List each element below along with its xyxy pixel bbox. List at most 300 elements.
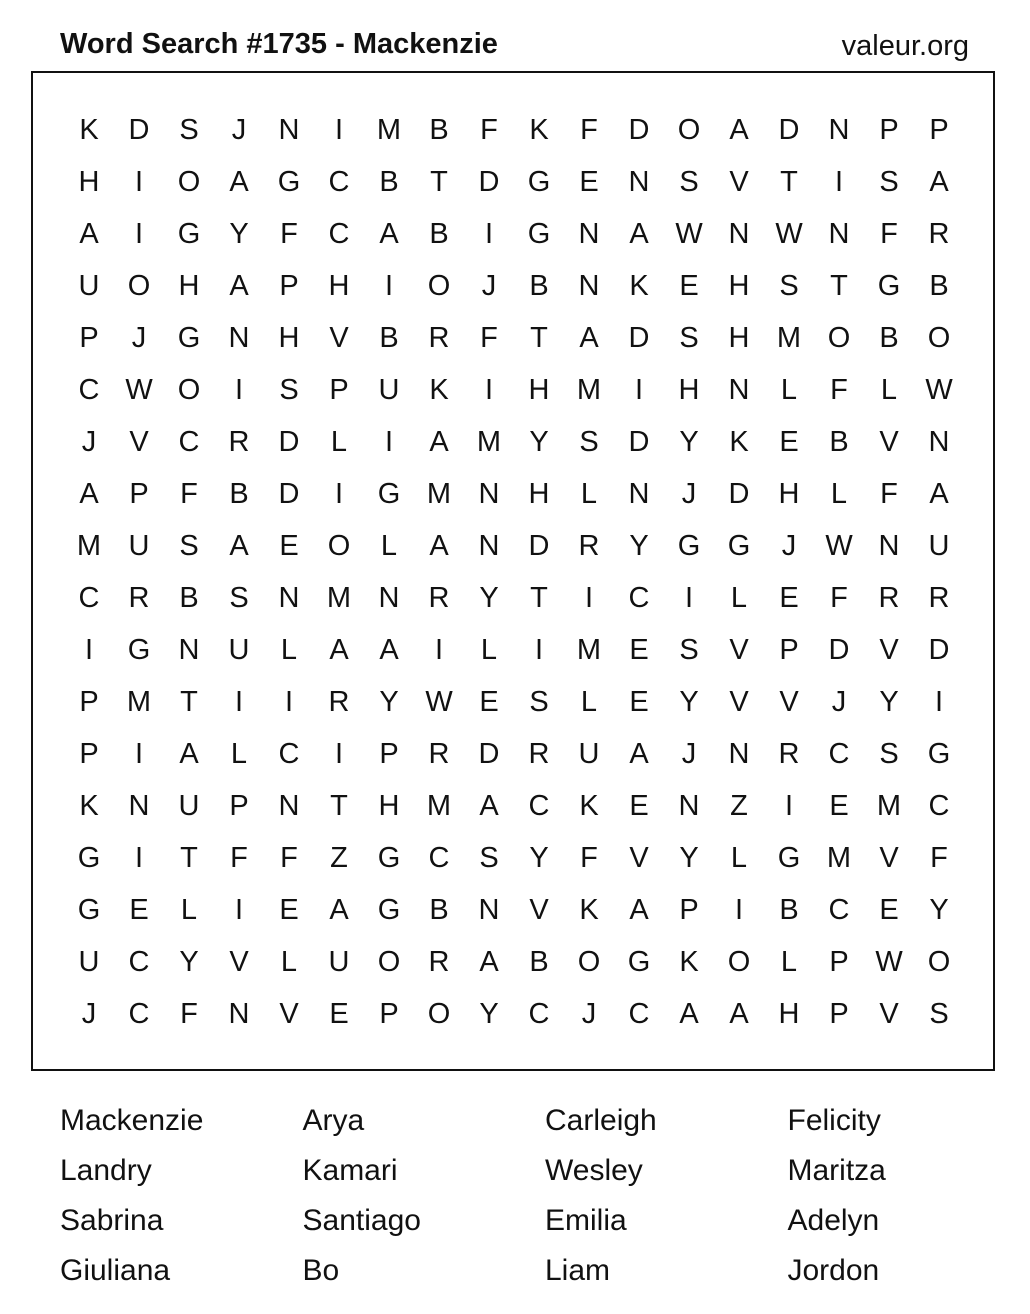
grid-letter: D <box>278 477 300 510</box>
grid-letter: T <box>430 165 448 198</box>
grid-letter: G <box>377 841 401 874</box>
grid-letter: A <box>929 165 949 198</box>
grid-letter: A <box>179 737 199 770</box>
word-list-item: Maritza <box>787 1154 886 1187</box>
grid-letter: B <box>379 165 399 198</box>
word-list-item: Bo <box>302 1254 340 1287</box>
grid-letter: V <box>629 841 649 874</box>
grid-letter: I <box>834 165 844 198</box>
grid-letter: E <box>279 529 299 562</box>
grid-letter: C <box>78 581 100 614</box>
grid-letter: D <box>928 633 950 666</box>
grid-letter: N <box>628 477 650 510</box>
grid-letter: W <box>125 373 153 406</box>
grid-letter: C <box>828 737 850 770</box>
grid-letter: C <box>828 893 850 926</box>
grid-letter: K <box>579 789 599 822</box>
grid-letter: Y <box>929 893 949 926</box>
grid-letter: E <box>629 789 649 822</box>
grid-letter: E <box>129 893 149 926</box>
grid-letter: O <box>827 321 851 354</box>
grid-letter: L <box>780 945 798 978</box>
grid-letter: U <box>128 529 150 562</box>
grid-letter: J <box>831 685 847 718</box>
grid-letter: E <box>479 685 499 718</box>
word-list-item: Sabrina <box>60 1204 164 1237</box>
grid-letter: D <box>278 425 300 458</box>
grid-letter: I <box>234 893 244 926</box>
word-list <box>60 1096 1030 1296</box>
grid-letter: O <box>727 945 751 978</box>
grid-letter: A <box>729 113 749 146</box>
grid-letter: C <box>628 997 650 1030</box>
grid-letter: M <box>426 477 452 510</box>
grid-letter: F <box>180 477 198 510</box>
grid-letter: P <box>829 945 849 978</box>
grid-letter: G <box>177 217 201 250</box>
grid-letter: K <box>79 113 99 146</box>
grid-letter: I <box>534 633 544 666</box>
grid-letter: A <box>479 789 499 822</box>
grid-letter: A <box>679 997 699 1030</box>
grid-letter: K <box>529 113 549 146</box>
grid-letter: N <box>728 373 750 406</box>
grid-letter: L <box>880 373 898 406</box>
grid-letter: A <box>229 165 249 198</box>
grid-letter: A <box>629 737 649 770</box>
grid-letter: W <box>775 217 803 250</box>
grid-letter: P <box>229 789 249 822</box>
grid-letter: C <box>278 737 300 770</box>
grid-letter: A <box>379 633 399 666</box>
grid-letter: S <box>179 113 199 146</box>
grid-letter: O <box>427 269 451 302</box>
grid-letter: I <box>734 893 744 926</box>
grid-letter: N <box>628 165 650 198</box>
grid-letter: E <box>629 633 649 666</box>
grid-letter: G <box>177 321 201 354</box>
grid-letter: N <box>728 737 750 770</box>
grid-letter: R <box>928 581 950 614</box>
grid-letter: U <box>928 529 950 562</box>
grid-letter: M <box>426 789 452 822</box>
grid-letter: V <box>879 841 899 874</box>
grid-letter: L <box>380 529 398 562</box>
grid-letter: S <box>529 685 549 718</box>
grid-letter: A <box>929 477 949 510</box>
grid-letter: D <box>828 633 850 666</box>
puzzle-title: Word Search #1735 - Mackenzie <box>60 28 498 60</box>
grid-letter: T <box>530 581 548 614</box>
grid-letter: R <box>328 685 350 718</box>
grid-letter: V <box>229 945 249 978</box>
grid-letter: J <box>681 477 697 510</box>
word-list-item: Kamari <box>302 1154 398 1187</box>
grid-letter: Y <box>679 425 699 458</box>
grid-letter: O <box>177 165 201 198</box>
grid-letter: I <box>384 269 394 302</box>
word-list-item: Jordon <box>787 1254 880 1287</box>
grid-letter: L <box>730 581 748 614</box>
site-name: valeur.org <box>841 30 969 62</box>
grid-letter: J <box>581 997 597 1030</box>
grid-letter: R <box>778 737 800 770</box>
grid-letter: G <box>927 737 951 770</box>
word-list-item: Adelyn <box>787 1204 880 1237</box>
grid-letter: H <box>378 789 400 822</box>
grid-letter: V <box>729 633 749 666</box>
word-list-item: Mackenzie <box>60 1104 204 1137</box>
grid-letter: J <box>81 997 97 1030</box>
grid-letter: N <box>278 113 300 146</box>
grid-letter: H <box>728 269 750 302</box>
grid-letter: I <box>784 789 794 822</box>
grid-letter: F <box>930 841 948 874</box>
grid-letter: G <box>527 165 551 198</box>
grid-letter: Y <box>679 685 699 718</box>
grid-letter: C <box>128 945 150 978</box>
grid-letter: H <box>528 373 550 406</box>
grid-letter: M <box>826 841 852 874</box>
grid-letter: C <box>528 789 550 822</box>
grid-letter: G <box>77 841 101 874</box>
grid-letter: T <box>180 685 198 718</box>
grid-letter: I <box>334 113 344 146</box>
grid-letter: T <box>530 321 548 354</box>
grid-letter: A <box>229 269 249 302</box>
grid-letter: W <box>675 217 703 250</box>
grid-letter: K <box>579 893 599 926</box>
grid-letter: Z <box>730 789 748 822</box>
grid-letter: G <box>377 893 401 926</box>
grid-letter: T <box>780 165 798 198</box>
grid-letter: D <box>528 529 550 562</box>
grid-letter: S <box>879 737 899 770</box>
word-list-item: Wesley <box>545 1154 643 1187</box>
grid-letter: O <box>927 321 951 354</box>
grid-letter: A <box>479 945 499 978</box>
grid-letter: D <box>478 737 500 770</box>
grid-letter: N <box>678 789 700 822</box>
grid-letter: C <box>128 997 150 1030</box>
word-list-item: Santiago <box>302 1204 421 1237</box>
grid-letter: I <box>684 581 694 614</box>
grid-letter: N <box>378 581 400 614</box>
grid-letter: S <box>679 633 699 666</box>
grid-letter: H <box>178 269 200 302</box>
grid-letter: I <box>234 373 244 406</box>
grid-letter: M <box>326 581 352 614</box>
grid-letter: O <box>577 945 601 978</box>
grid-letter: C <box>328 217 350 250</box>
grid-letter: M <box>776 321 802 354</box>
grid-letter: P <box>779 633 799 666</box>
grid-letter: D <box>128 113 150 146</box>
grid-letter: L <box>730 841 748 874</box>
grid-letter: G <box>127 633 151 666</box>
grid-letter: V <box>879 633 899 666</box>
grid-letter: B <box>929 269 949 302</box>
grid-letter: H <box>278 321 300 354</box>
grid-letter: L <box>580 685 598 718</box>
grid-letter: B <box>229 477 249 510</box>
grid-letter: R <box>878 581 900 614</box>
grid-letter: N <box>278 789 300 822</box>
grid-letter: V <box>779 685 799 718</box>
grid-letter: Y <box>529 841 549 874</box>
grid-letter: I <box>334 477 344 510</box>
grid-letter: S <box>229 581 249 614</box>
grid-letter: B <box>879 321 899 354</box>
grid-letter: V <box>279 997 299 1030</box>
grid-letter: F <box>480 321 498 354</box>
grid-letter: E <box>279 893 299 926</box>
grid-letter: C <box>328 165 350 198</box>
grid-letter: S <box>279 373 299 406</box>
grid-letter: C <box>628 581 650 614</box>
grid-letter: A <box>579 321 599 354</box>
grid-letter: F <box>280 841 298 874</box>
grid-letter: R <box>428 737 450 770</box>
grid-letter: F <box>230 841 248 874</box>
grid-letter: M <box>876 789 902 822</box>
grid-letter: I <box>484 373 494 406</box>
grid-letter: J <box>781 529 797 562</box>
grid-letter: H <box>328 269 350 302</box>
grid-letter: Y <box>629 529 649 562</box>
grid-letter: V <box>129 425 149 458</box>
word-list-item: Liam <box>545 1254 611 1287</box>
grid-letter: F <box>880 217 898 250</box>
grid-letter: A <box>629 217 649 250</box>
grid-letter: I <box>134 737 144 770</box>
grid-letter: N <box>828 217 850 250</box>
grid-letter: J <box>231 113 247 146</box>
grid-letter: G <box>277 165 301 198</box>
grid-letter: B <box>429 113 449 146</box>
grid-letter: Y <box>229 217 249 250</box>
grid-letter: L <box>280 945 298 978</box>
grid-letter: S <box>179 529 199 562</box>
grid-letter: A <box>229 529 249 562</box>
grid-letter: A <box>429 529 449 562</box>
grid-letter: P <box>379 737 399 770</box>
grid-letter: Y <box>179 945 199 978</box>
grid-letter: B <box>379 321 399 354</box>
word-list-item: Felicity <box>787 1104 881 1137</box>
grid-letter: G <box>627 945 651 978</box>
grid-letter: A <box>329 633 349 666</box>
grid-letter: G <box>777 841 801 874</box>
grid-letter: D <box>628 321 650 354</box>
grid-letter: E <box>579 165 599 198</box>
grid-letter: P <box>79 685 99 718</box>
grid-letter: S <box>779 269 799 302</box>
grid-letter: R <box>928 217 950 250</box>
grid-letter: K <box>429 373 449 406</box>
grid-letter: I <box>484 217 494 250</box>
grid-letter: H <box>728 321 750 354</box>
grid-letter: I <box>434 633 444 666</box>
grid-letter: B <box>529 945 549 978</box>
grid-letter: F <box>480 113 498 146</box>
grid-letter: H <box>78 165 100 198</box>
grid-letter: J <box>131 321 147 354</box>
grid-letter: P <box>79 737 99 770</box>
grid-letter: N <box>278 581 300 614</box>
grid-letter: B <box>179 581 199 614</box>
grid-letter: P <box>829 997 849 1030</box>
grid-letter: R <box>528 737 550 770</box>
grid-letter: L <box>830 477 848 510</box>
grid-letter: K <box>79 789 99 822</box>
grid-letter: I <box>134 165 144 198</box>
grid-letter: O <box>327 529 351 562</box>
grid-letter: L <box>330 425 348 458</box>
grid-letter: E <box>829 789 849 822</box>
grid-letter: Y <box>879 685 899 718</box>
grid-letter: V <box>329 321 349 354</box>
grid-letter: W <box>925 373 953 406</box>
grid-letter: S <box>579 425 599 458</box>
grid-letter: I <box>584 581 594 614</box>
grid-letter: V <box>729 165 749 198</box>
grid-letter: C <box>428 841 450 874</box>
grid-letter: A <box>379 217 399 250</box>
grid-letter: A <box>629 893 649 926</box>
grid-letter: O <box>377 945 401 978</box>
grid-letter: G <box>727 529 751 562</box>
grid-letter: N <box>228 997 250 1030</box>
grid-letter: D <box>628 113 650 146</box>
grid-letter: F <box>830 581 848 614</box>
grid-letter: G <box>677 529 701 562</box>
grid-letter: K <box>679 945 699 978</box>
grid-letter: P <box>879 113 899 146</box>
grid-letter: G <box>527 217 551 250</box>
grid-letter: N <box>578 269 600 302</box>
grid-letter: P <box>379 997 399 1030</box>
grid-letter: V <box>529 893 549 926</box>
grid-letter: B <box>779 893 799 926</box>
grid-letter: T <box>330 789 348 822</box>
grid-letter: S <box>879 165 899 198</box>
grid-letter: M <box>576 373 602 406</box>
grid-letter: N <box>478 477 500 510</box>
grid-letter: S <box>679 321 699 354</box>
grid-letter: W <box>825 529 853 562</box>
grid-letter: A <box>729 997 749 1030</box>
grid-letter: R <box>428 321 450 354</box>
grid-letter: U <box>378 373 400 406</box>
grid-letter: A <box>79 477 99 510</box>
grid-letter: L <box>180 893 198 926</box>
grid-letter: R <box>428 945 450 978</box>
grid-letter: I <box>284 685 294 718</box>
grid-letter: P <box>129 477 149 510</box>
grid-letter: Y <box>679 841 699 874</box>
grid-letter: P <box>79 321 99 354</box>
grid-letter: G <box>877 269 901 302</box>
grid-letter: B <box>429 893 449 926</box>
word-list-item: Giuliana <box>60 1254 171 1287</box>
grid-letter: Y <box>529 425 549 458</box>
grid-letter: H <box>778 997 800 1030</box>
grid-letter: L <box>780 373 798 406</box>
grid-letter: M <box>126 685 152 718</box>
grid-letter: I <box>634 373 644 406</box>
grid-letter: V <box>729 685 749 718</box>
grid-letter: O <box>677 113 701 146</box>
grid-letter: N <box>828 113 850 146</box>
grid-letter: N <box>578 217 600 250</box>
word-list-item: Landry <box>60 1154 152 1187</box>
word-list-item: Arya <box>302 1104 365 1137</box>
grid-letter: R <box>578 529 600 562</box>
grid-letter: S <box>679 165 699 198</box>
grid-letter: Y <box>479 997 499 1030</box>
grid-letter: U <box>578 737 600 770</box>
grid-letter: B <box>529 269 549 302</box>
grid-letter: M <box>76 529 102 562</box>
grid-letter: N <box>178 633 200 666</box>
grid-letter: F <box>580 841 598 874</box>
grid-letter: N <box>128 789 150 822</box>
grid-letter: C <box>178 425 200 458</box>
grid-letter: J <box>81 425 97 458</box>
grid-letter: C <box>78 373 100 406</box>
grid-letter: C <box>528 997 550 1030</box>
grid-letter: E <box>329 997 349 1030</box>
grid-letter: N <box>878 529 900 562</box>
grid-letter: F <box>830 373 848 406</box>
grid-letter: B <box>429 217 449 250</box>
grid-letter: I <box>934 685 944 718</box>
grid-letter: P <box>679 893 699 926</box>
grid-letter: J <box>681 737 697 770</box>
grid-letter: A <box>329 893 349 926</box>
grid-letter: N <box>478 893 500 926</box>
grid-letter: Y <box>479 581 499 614</box>
grid-letter: A <box>429 425 449 458</box>
grid-letter: H <box>528 477 550 510</box>
grid-letter: G <box>377 477 401 510</box>
grid-letter: N <box>478 529 500 562</box>
grid-letter: I <box>234 685 244 718</box>
grid-letter: U <box>178 789 200 822</box>
grid-letter: E <box>779 581 799 614</box>
grid-letter: D <box>628 425 650 458</box>
grid-letter: L <box>580 477 598 510</box>
grid-letter: S <box>479 841 499 874</box>
grid-letter: I <box>334 737 344 770</box>
grid-letter: R <box>428 581 450 614</box>
grid-letter: N <box>728 217 750 250</box>
grid-letter: I <box>384 425 394 458</box>
grid-letter: O <box>427 997 451 1030</box>
grid-letter: C <box>928 789 950 822</box>
grid-letter: E <box>879 893 899 926</box>
grid-letter: I <box>84 633 94 666</box>
grid-letter: N <box>228 321 250 354</box>
grid-letter: I <box>134 841 144 874</box>
grid-letter: V <box>879 425 899 458</box>
grid-letter: P <box>279 269 299 302</box>
grid-letter: U <box>228 633 250 666</box>
grid-letter: L <box>280 633 298 666</box>
grid-letter: B <box>829 425 849 458</box>
grid-letter: L <box>480 633 498 666</box>
